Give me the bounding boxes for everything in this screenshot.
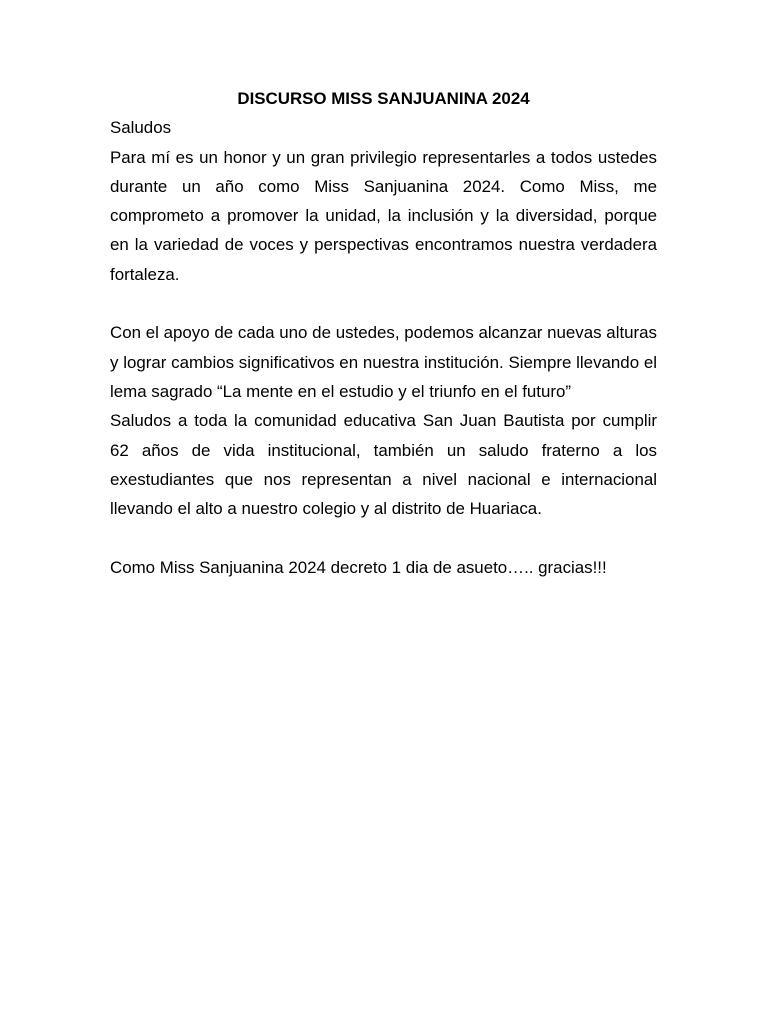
blank-line bbox=[110, 523, 657, 552]
document-title: DISCURSO MISS SANJUANINA 2024 bbox=[237, 89, 530, 108]
paragraph-1: Para mí es un honor y un gran privilegio representarles a todos ustedes durante un año como Miss Sanjuanina 2024. Como Miss, me comprometo a promover la unidad, la inclusión y la diversidad, porque en la variedad de voces y perspectivas encontramos nuestra verdadera fortaleza. bbox=[110, 147, 657, 284]
closing-line: Como Miss Sanjuanina 2024 decreto 1 dia de asueto….. gracias!!! bbox=[110, 557, 607, 577]
paragraph-3: Saludos a toda la comunidad educativa San Juan Bautista por cumplir 62 años de vida institucional, también un saludo fraterno a los exestudiantes que nos representan a nivel nacional e internacional llevando el alto a nuestro colegio y al distrito de Huariaca. bbox=[110, 411, 657, 519]
paragraph-2: Con el apoyo de cada uno de ustedes, podemos alcanzar nuevas alturas y lograr cambios significativos en nuestra institución. Siempre llevando el lema sagrado “La mente en el estudio y el triunfo en el futuro” bbox=[110, 323, 657, 401]
greeting-line: Saludos bbox=[110, 118, 172, 138]
blank-line bbox=[110, 289, 657, 318]
document-page bbox=[110, 84, 657, 582]
